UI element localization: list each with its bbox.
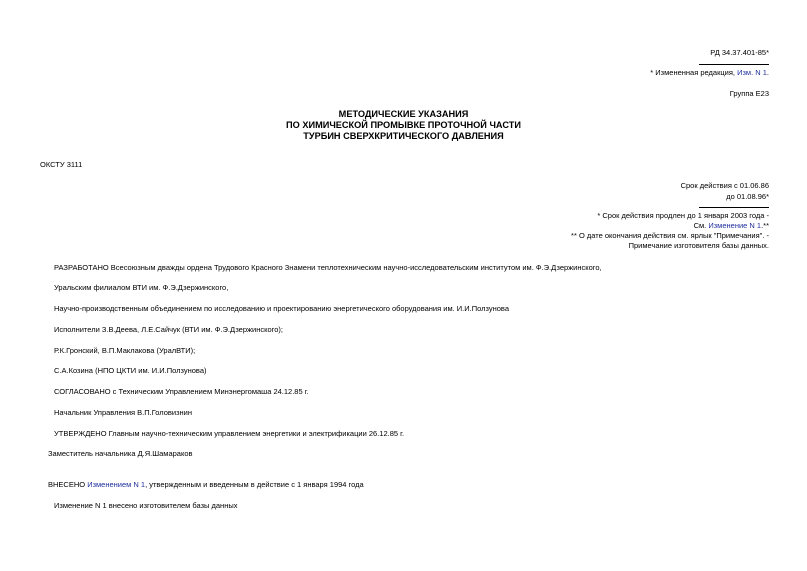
executors-vti: Исполнители З.В.Деева, Л.Е.Сайчук (ВТИ им. Ф.Э.Дзержинского);: [54, 325, 283, 334]
validity-note-2: [694, 221, 769, 231]
executors-ckti: С.А.Козина (НПО ЦКТИ им. И.И.Ползунова): [54, 366, 207, 375]
doc-title-line-3: ТУРБИН СВЕРХКРИТИЧЕСКОГО ДАВЛЕНИЯ: [303, 131, 504, 141]
validity-note-4: Примечание изготовителя базы данных.: [628, 241, 769, 250]
doc-title-line-1: МЕТОДИЧЕСКИЕ УКАЗАНИЯ: [338, 109, 469, 119]
okstu-code: ОКСТУ 3111: [40, 160, 83, 169]
validity-note-2-prefix: См.: [693, 221, 709, 230]
validity-divider: [699, 207, 769, 208]
validity-note-3: ** О дате окончания действия см. ярлык "Примечания". -: [571, 231, 769, 240]
deputy-head: Заместитель начальника Д.Я.Шамараков: [48, 449, 193, 458]
revision-link[interactable]: Изм. N 1: [737, 68, 767, 77]
head-of-department: Начальник Управления В.П.Головизнин: [54, 408, 192, 417]
revision-note: [650, 68, 769, 78]
group-code: Группа Е23: [729, 89, 769, 98]
agreed-with: СОГЛАСОВАНО с Техническим Управлением Минэнергомаша 24.12.85 г.: [54, 387, 309, 396]
approved-by: УТВЕРЖДЕНО Главным научно-техническим управлением энергетики и электрификации 26.12.85 г.: [54, 429, 405, 438]
revision-note-prefix: * Измененная редакция,: [650, 68, 738, 77]
header-divider: [699, 64, 769, 65]
introduced-prefix: ВНЕСЕНО: [48, 480, 88, 489]
amendment-link[interactable]: Изменение N 1: [708, 221, 762, 230]
validity-note-2-suffix: .**: [761, 221, 769, 230]
npo-association: Научно-производственным объединением по исследованию и проектированию энергетического оборудования им. И.И.Ползунова: [54, 304, 509, 313]
revision-note-suffix: .: [766, 68, 769, 77]
doc-title-line-2: ПО ХИМИЧЕСКОЙ ПРОМЫВКЕ ПРОТОЧНОЙ ЧАСТИ: [286, 120, 521, 130]
validity-to: до 01.08.96*: [726, 192, 769, 201]
doc-number: РД 34.37.401-85*: [710, 48, 769, 57]
amendment-note: Изменение N 1 внесено изготовителем базы данных: [54, 501, 238, 510]
introduced-suffix: , утвержденным и введенным в действие с 1 января 1994 года: [145, 480, 364, 489]
executors-uralvti: Р.К.Гронский, В.П.Маклакова (УралВТИ);: [54, 346, 196, 355]
ural-branch: Уральским филиалом ВТИ им. Ф.Э.Дзержинского,: [54, 283, 229, 292]
introduced-by: [48, 480, 364, 490]
introduced-amendment-link[interactable]: Изменением N 1: [87, 480, 146, 489]
validity-note-1: * Срок действия продлен до 1 января 2003 года -: [597, 211, 769, 220]
validity-from: Срок действия с 01.06.86: [680, 181, 769, 190]
developed-by: РАЗРАБОТАНО Всесоюзным дважды ордена Трудового Красного Знамени теплотехническим научно-исследовательским институтом им. Ф.Э.Дзержинского,: [54, 263, 602, 272]
